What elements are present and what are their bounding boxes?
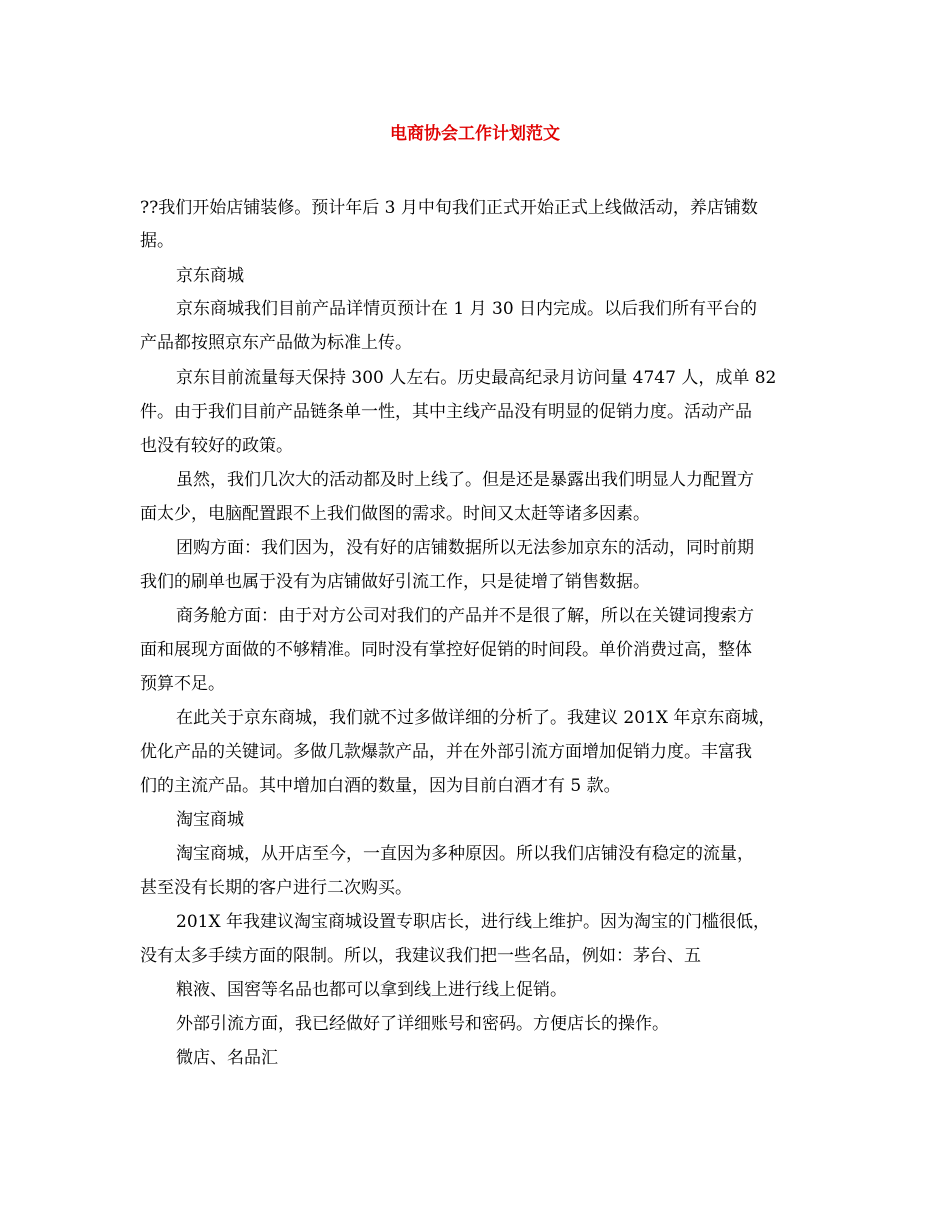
body-line: 件。由于我们目前产品链条单一性，其中主线产品没有明显的促销力度。活动产品 bbox=[140, 402, 752, 422]
section-heading-taobao: 淘宝商城 bbox=[176, 810, 244, 830]
body-line: 京东商城我们目前产品详情页预计在 1 月 30 日内完成。以后我们所有平台的 bbox=[176, 299, 758, 319]
body-line: 也没有较好的政策。 bbox=[140, 436, 293, 456]
page-title: 电商协会工作计划范文 bbox=[390, 124, 560, 144]
body-line: 优化产品的关键词。多做几款爆款产品，并在外部引流方面增加促销力度。丰富我 bbox=[140, 742, 752, 762]
section-heading-weidian: 微店、名品汇 bbox=[176, 1048, 278, 1068]
body-line: 粮液、国窖等名品也都可以拿到线上进行线上促销。 bbox=[176, 980, 567, 1000]
body-line: 淘宝商城，从开店至今，一直因为多种原因。所以我们店铺没有稳定的流量， bbox=[176, 844, 754, 864]
body-line: 我们的刷单也属于没有为店铺做好引流工作，只是徒增了销售数据。 bbox=[140, 572, 650, 592]
body-line: 团购方面：我们因为，没有好的店铺数据所以无法参加京东的活动，同时前期 bbox=[176, 538, 754, 558]
body-line: 面和展现方面做的不够精准。同时没有掌控好促销的时间段。单价消费过高，整体 bbox=[140, 640, 752, 660]
body-line: 预算不足。 bbox=[140, 674, 225, 694]
body-line: 虽然，我们几次大的活动都及时上线了。但是还是暴露出我们明显人力配置方 bbox=[176, 470, 754, 490]
body-line: 外部引流方面，我已经做好了详细账号和密码。方便店长的操作。 bbox=[176, 1014, 669, 1034]
body-line: 面太少，电脑配置跟不上我们做图的需求。时间又太赶等诸多因素。 bbox=[140, 504, 650, 524]
body-line: 产品都按照京东产品做为标准上传。 bbox=[140, 333, 412, 353]
body-line: ??我们开始店铺装修。预计年后 3 月中旬我们正式开始正式上线做活动，养店铺数 bbox=[140, 198, 758, 218]
section-heading-jd: 京东商城 bbox=[176, 266, 244, 286]
body-line: 在此关于京东商城，我们就不过多做详细的分析了。我建议 201X 年京东商城， bbox=[176, 708, 776, 728]
body-line: 据。 bbox=[140, 231, 174, 251]
body-line: 京东目前流量每天保持 300 人左右。历史最高纪录月访问量 4747 人，成单 82 bbox=[176, 368, 777, 388]
body-line: 甚至没有长期的客户进行二次购买。 bbox=[140, 878, 412, 898]
body-line: 们的主流产品。其中增加白酒的数量，因为目前白酒才有 5 款。 bbox=[140, 776, 621, 796]
body-line: 201X 年我建议淘宝商城设置专职店长，进行线上维护。因为淘宝的门槛很低， bbox=[176, 912, 770, 932]
body-line: 没有太多手续方面的限制。所以，我建议我们把一些名品，例如：茅台、五 bbox=[140, 946, 701, 966]
body-line: 商务舱方面：由于对方公司对我们的产品并不是很了解，所以在关键词搜索方 bbox=[176, 606, 754, 626]
